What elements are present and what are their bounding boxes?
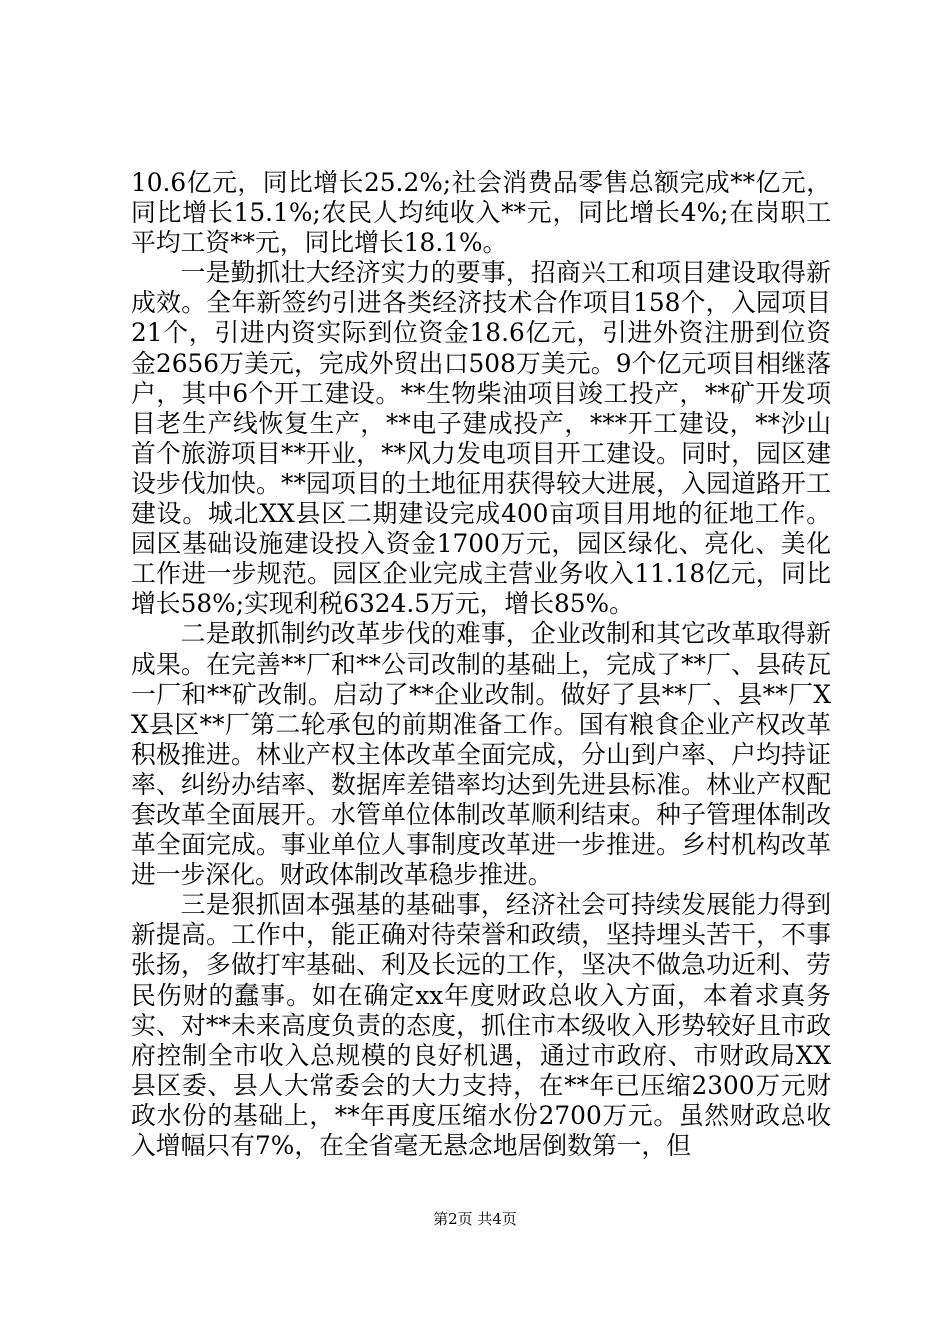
paragraph-reform: 二是敢抓制约改革步伐的难事，企业改制和其它改革取得新成果。在完善**厂和**公司改制的基础上，完成了**厂、县砖瓦一厂和**矿改制。启动了**企业改制。做好了县**厂、县**厂XX县区**厂第二轮承包的前期准备工作。国有粮食企业产权改革积极推进。林业产权主体改革全面完成，分山到户率、户均持证率、纠纷办结率、数据库差错率均达到先进县标准。林业产权配套改革全面展开。水管单位体制改革顺利结束。种子管理体制改革全面完成。事业单位人事制度改革进一步推进。乡村机构改革进一步深化。财政体制改革稳步推进。 <box>131 619 831 890</box>
document-body <box>131 168 831 1161</box>
paragraph-foundation: 三是狠抓固本强基的基础事，经济社会可持续发展能力得到新提高。工作中，能正确对待荣誉和政绩，坚持埋头苦干，不事张扬，多做打牢基础、利及长远的工作，坚决不做急功近利、劳民伤财的蠢事。如在确定xx年度财政总收入方面，本着求真务实、对**未来高度负责的态度，抓住市本级收入形势较好且市政府控制全市收入总规模的良好机遇，通过市政府、市财政局XX县区委、县人大常委会的大力支持，在**年已压缩2300万元财政水份的基础上，**年再度压缩水份2700万元。虽然财政总收入增幅只有7%，在全省毫无悬念地居倒数第一，但 <box>131 890 831 1160</box>
page-footer: 第2页 共4页 <box>433 1210 517 1228</box>
paragraph-continuation: 10.6亿元，同比增长25.2%;社会消费品零售总额完成**亿元，同比增长15.1%;农民人均纯收入**元，同比增长4%;在岗职工平均工资**元，同比增长18.1%。 <box>131 168 831 258</box>
paragraph-economic-strength: 一是勤抓壮大经济实力的要事，招商兴工和项目建设取得新成效。全年新签约引进各类经济技术合作项目158个，入园项目21个，引进内资实际到位资金18.6亿元，引进外资注册到位资金2656万美元，完成外贸出口508万美元。9个亿元项目相继落户，其中6个开工建设。**生物柴油项目竣工投产，**矿开发项目老生产线恢复生产，**电子建成投产，***开工建设，**沙山首个旅游项目**开业，**风力发电项目开工建设。同时，园区建设步伐加快。**园项目的土地征用获得较大进展，入园道路开工建设。城北XX县区二期建设完成400亩项目用地的征地工作。园区基础设施建设投入资金1700万元，园区绿化、亮化、美化工作进一步规范。园区企业完成主营业务收入11.18亿元，同比增长58%;实现利税6324.5万元，增长85%。 <box>131 258 831 619</box>
